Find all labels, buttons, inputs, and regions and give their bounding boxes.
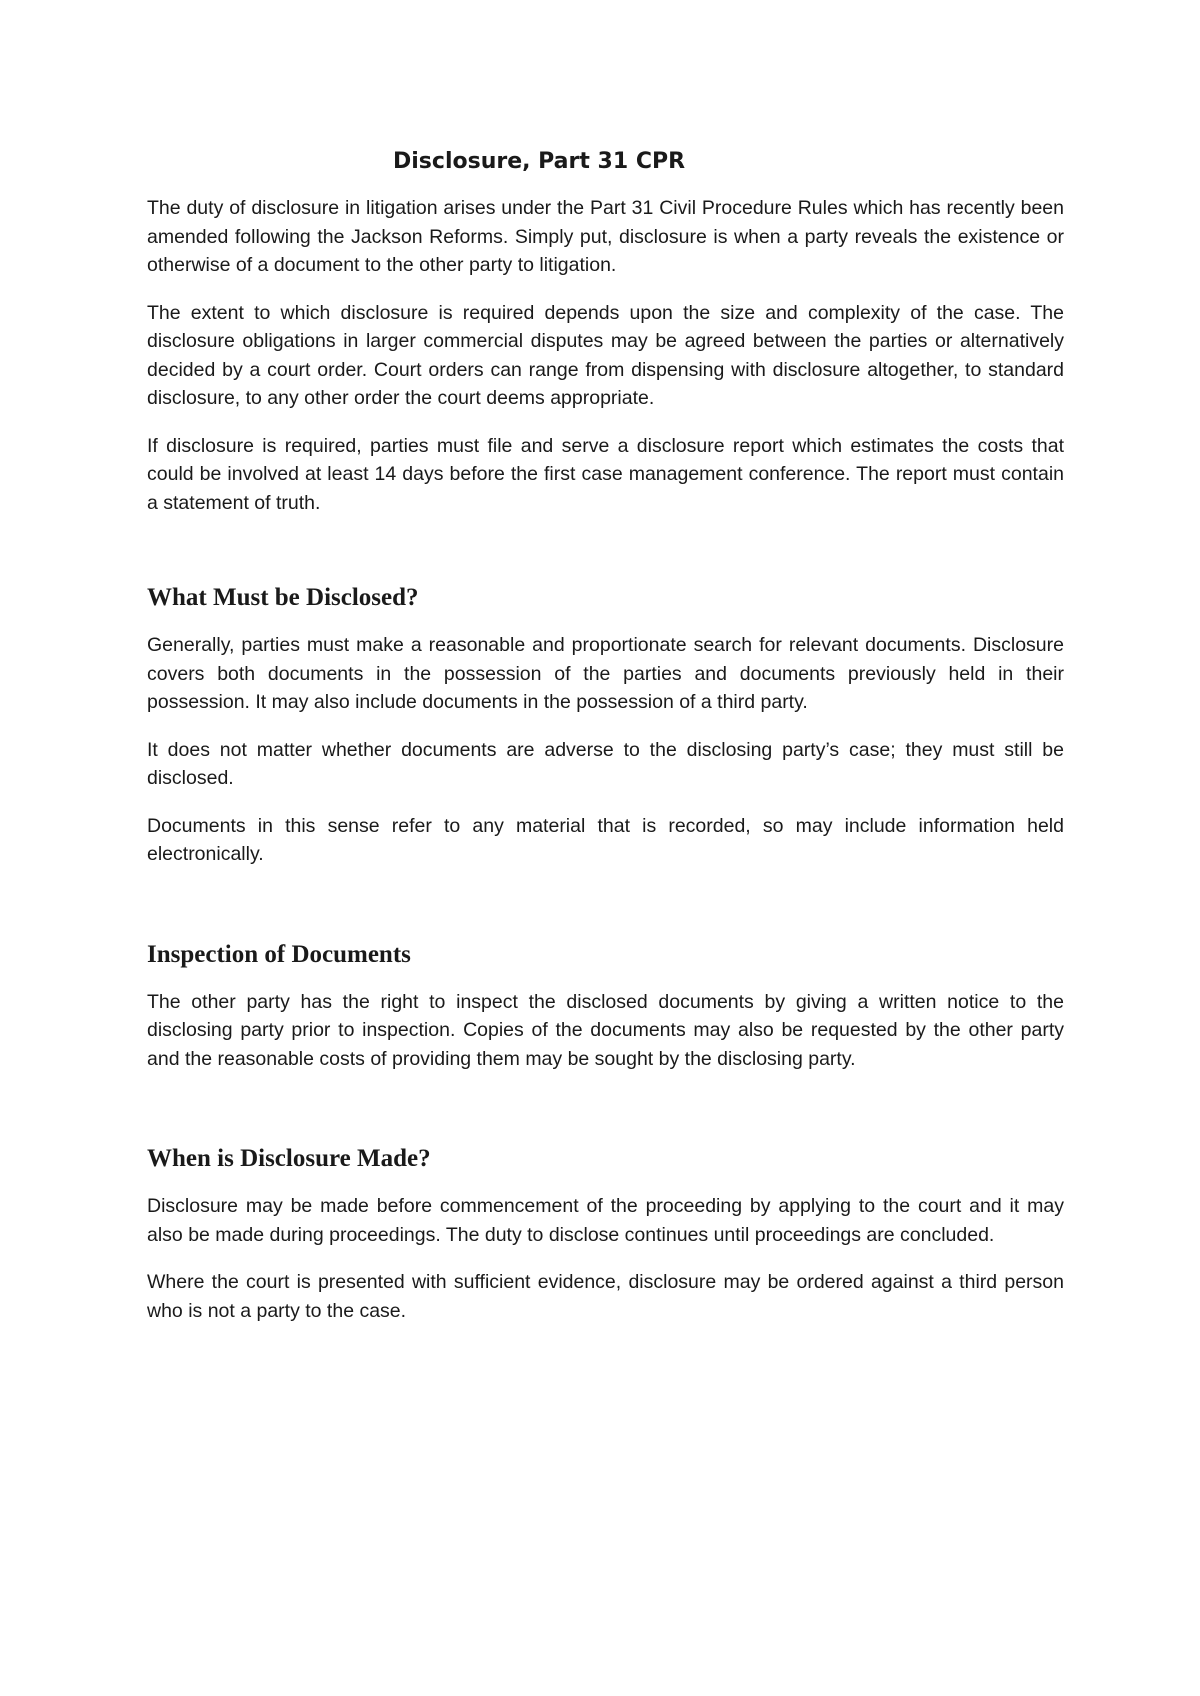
section-paragraph: Disclosure may be made before commencement of the proceeding by applying to the court and it may also be made during proceedings. The duty to disclose continues until proceedings are concluded. xyxy=(147,1195,1064,1246)
section-what-must-be-disclosed xyxy=(147,581,1064,869)
section-paragraph: The other party has the right to inspect the disclosed documents by giving a written notice to the disclosing party prior to inspection. Copies of the documents may also be requested by the other party and the reasonable costs of providing them may be sought by the disclosing party. xyxy=(147,990,1064,1070)
section-paragraph: Where the court is presented with sufficient evidence, disclosure may be ordered against a third person who is not a party to the case. xyxy=(147,1271,1064,1322)
section-heading: When is Disclosure Made? xyxy=(147,1145,431,1172)
section-paragraph: It does not matter whether documents are adverse to the disclosing party’s case; they must still be disclosed. xyxy=(147,738,1064,789)
section-when-is-disclosure-made xyxy=(147,1142,1064,1325)
intro-paragraph: If disclosure is required, parties must file and serve a disclosure report which estimates the costs that could be involved at least 14 days before the first case management conference. The report must contain a statement of truth. xyxy=(147,434,1064,514)
document-title: Disclosure, Part 31 CPR xyxy=(393,149,686,174)
intro-paragraph: The extent to which disclosure is required depends upon the size and complexity of the case. The disclosure obligations in larger commercial disputes may be agreed between the parties or alternatively decided by a court order. Court orders can range from dispensing with disclosure altogether, to standard disclosure, to any other order the court deems appropriate. xyxy=(147,301,1064,409)
document-body xyxy=(147,146,1064,1325)
section-paragraph: Documents in this sense refer to any material that is recorded, so may include information held electronically. xyxy=(147,814,1064,865)
section-paragraph: Generally, parties must make a reasonable and proportionate search for relevant documents. Disclosure covers both documents in the possession of the parties and documents previously held in their possession. It may also include documents in the possession of a third party. xyxy=(147,634,1064,713)
section-inspection-of-documents xyxy=(147,938,1064,1074)
section-heading: Inspection of Documents xyxy=(147,940,411,968)
section-heading: What Must be Disclosed? xyxy=(147,584,419,611)
intro-paragraph: The duty of disclosure in litigation arises under the Part 31 Civil Procedure Rules which has recently been amended following the Jackson Reforms. Simply put, disclosure is when a party reveals the existence or otherwise of a document to the other party to litigation. xyxy=(147,197,1064,276)
